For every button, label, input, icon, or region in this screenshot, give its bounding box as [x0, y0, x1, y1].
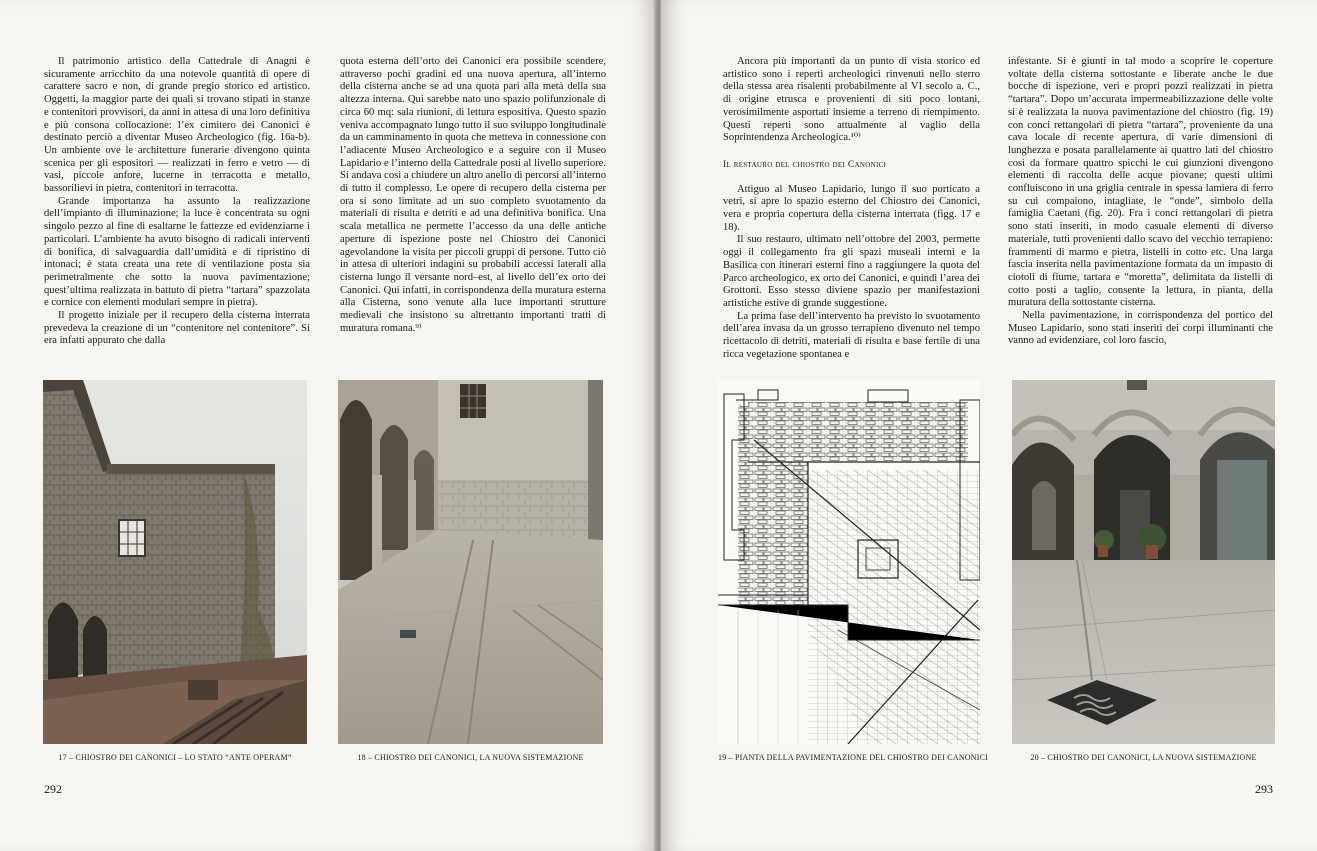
- paragraph: Il suo restauro, ultimato nell’ottobre del 2003, permette oggi il collegamento fra gli spazi museali interni e la Basilica con itinerari esterni fino a raggiungere la quota del Parco archeologico, ex orto dei Canonici, e quindi l’area dei Grottoni. Esso stesso diviene spazio per manifestazioni artistiche estive di grande suggestione.: [723, 234, 980, 309]
- right-column-1: [723, 56, 980, 361]
- left-page: [0, 0, 656, 851]
- figure-19-drawing: [718, 380, 980, 744]
- figure-18-caption: 18 – CHIOSTRO DEI CANONICI, LA NUOVA SISTEMAZIONE: [357, 753, 584, 762]
- section-heading: Il restauro del chiostro dei Canonici: [723, 158, 887, 170]
- left-column-1: [44, 56, 310, 348]
- page-number-left: 292: [44, 782, 62, 796]
- right-column-2: [1008, 56, 1273, 348]
- paragraph: La prima fase dell’intervento ha previsto lo svuotamento dell’area invasa da un grosso terrapieno divenuto nel tempo ricettacolo di detriti, materiali di risulta e base fertile di una ricca vegetazione spontanea e: [723, 310, 980, 360]
- paragraph: Il progetto iniziale per il recupero della cisterna interrata prevedeva la creazione di un “contenitore nel contenitore”. Si era infatti appurato che dalla: [44, 310, 310, 347]
- figure-19-caption: 19 – PIANTA DELLA PAVIMENTAZIONE DEL CHIOSTRO DEI CANONICI: [718, 753, 989, 762]
- paragraph: quota esterna dell’orto dei Canonici era possibile scendere, attraverso pochi gradini ed una nuova apertura, all’interno della cisterna anche se ad una quota pari alla metà della sua altezza interna. Qui sarebbe nato uno spazio polifunzionale di circa 60 mq: sala riunioni, di lettura espositiva. Questo spazio veniva accompagnato lungo tutto il suo sviluppo longitudinale da un camminamento in quota che metteva in connessione con l’adiacente Museo Archeologico e a seguire con il Museo Lapidario e l’interno della Cattedrale posti al livello superiore. Si andava così a chiudere un altro anello di percorsi all’interno di tutto il complesso. Le opere di recupero della cisterna per ora si sono limitate ad un suo completo svuotamento da materiali di risulta e detriti e ad una definitiva bonifica. Una scala metallica ne permette l’accesso da una delle antiche aperture di ispezione poste nel Chiostro dei Canonici agevolandone la visita per piccoli gruppi di persone. Tutto ciò in attesa di ulteriori indagini su probabili accessi laterali alla cisterna lungo il versante nord–est, al livello dell’ex orto dei Canonici. Qui infatti, in corrispondenza della muratura esterna alla Cisterna, sono venute alla luce importanti strutture medievali che insistono su altrettanto importanti tratti di muratura romana.⁹⁾: [340, 56, 606, 334]
- page-number-right: 293: [1255, 782, 1273, 796]
- paragraph: Ancora più importanti da un punto di vista storico ed artistico sono i reperti archeologici rinvenuti nello sterro della stessa area risalenti probabilmente al VI secolo a. C., di origine etrusca e provenienti di siti poco lontani, verosimilmente asportati insieme a terreno di riempimento. Questi reperti sono attualmente al vaglio della Soprintendenza Archeologica.¹⁰⁾: [723, 56, 980, 144]
- figure-17-photo: [43, 380, 307, 744]
- paragraph: Attiguo al Museo Lapidario, lungo il suo porticato a vetri, si apre lo spazio esterno del Chiostro dei Canonici, vera e propria copertura della cisterna interrata (figg. 17 e 18).: [723, 183, 980, 233]
- paragraph: Nella pavimentazione, in corrispondenza del portico del Museo Lapidario, sono stati inseriti dei corpi illuminanti che vanno ad evidenziare, col loro fascio,: [1008, 310, 1273, 347]
- paragraph: Grande importanza ha assunto la realizzazione dell’impianto di illuminazione; la luce è concentrata su ogni singolo pezzo al fine di esaltarne le fattezze ed evidenziarne i particolari. L’ambiente ha avuto bisogno di radicali interventi di bonifica, di salvaguardia dall’umidità e di ripristino di intonaci; è stata creata una rete di ventilazione posta sia perimetralmente che sotto la nuova pavimentazione; quest’ultima realizzata in battuto di pietra “tartara” spazzolata e cornice con elementi modulari sempre in pietra).: [44, 195, 310, 309]
- figure-20-caption: 20 – CHIOSTRO DEI CANONICI, LA NUOVA SISTEMAZIONE: [1030, 753, 1257, 762]
- right-page: [661, 0, 1317, 851]
- paragraph: Il patrimonio artistico della Cattedrale di Anagni è sicuramente arricchito da una notevole quantità di opere di carattere sacro e non, di grande pregio storico ed artistico. Oggetti, la maggior parte dei quali si trovano stipati in stanze e contenitori provvisori, da anni in attesa di una loro definitiva e più consona collocazione: l’ex cimitero dei Canonici è destinato perciò a diventar Museo Archeologico (fig. 16a-b). Un ambiente ove le architetture funerarie divengono quinta scenica per gli espositori — realizzati in ferro e vetro — di vasi, piccole anfore, lucerne in terracotta e metallo, bassorilievi in pietra, contenitori in terracotta.: [44, 56, 310, 195]
- left-column-2: [340, 56, 606, 335]
- figure-18-photo: [338, 380, 603, 744]
- figure-20-photo: [1012, 380, 1275, 744]
- paragraph: infestante. Si è giunti in tal modo a scoprire le coperture voltate della cisterna sottostante e liberate anche le due bocche di ispezione, veri e propri pozzi realizzati in pietra “tartara”. Dopo un’accurata impermeabilizzazione delle volte si è realizzata la nuova pavimentazione del chiostro (fig. 19) con conci rettangolari di pietra “tartara”, proveniente da una cava locale di recente apertura, di varie dimensioni di lunghezza e posata parallelamente ai quattro lati del chiostro così da formare quattro spicchi le cui giunzioni divengono elementi di raccolta delle acque piovane; questi ultimi confluiscono in una griglia centrale in spessa lamiera di ferro su cui compaiono, intagliate, le “onde”, simbolo della famiglia Caetani (fig. 20). Fra i conci rettangolari di pietra sono stati inseriti, in modo casuale elementi di diverso materiale, tutti provenienti dallo scavo del vecchio terrapieno: frammenti di marmo e pietra, listelli in cotto etc. Una larga fascia inserita nella pavimentazione formata da un impasto di ciotoli di fiume, tartara e “moretta”, delimitata da listelli di cotto posti a taglio, consente la lettura, in pianta, della muratura della sottostante cisterna.: [1008, 56, 1273, 309]
- figure-17-caption: 17 – CHIOSTRO DEI CANONICI – LO STATO “ANTE OPERAM”: [58, 753, 292, 762]
